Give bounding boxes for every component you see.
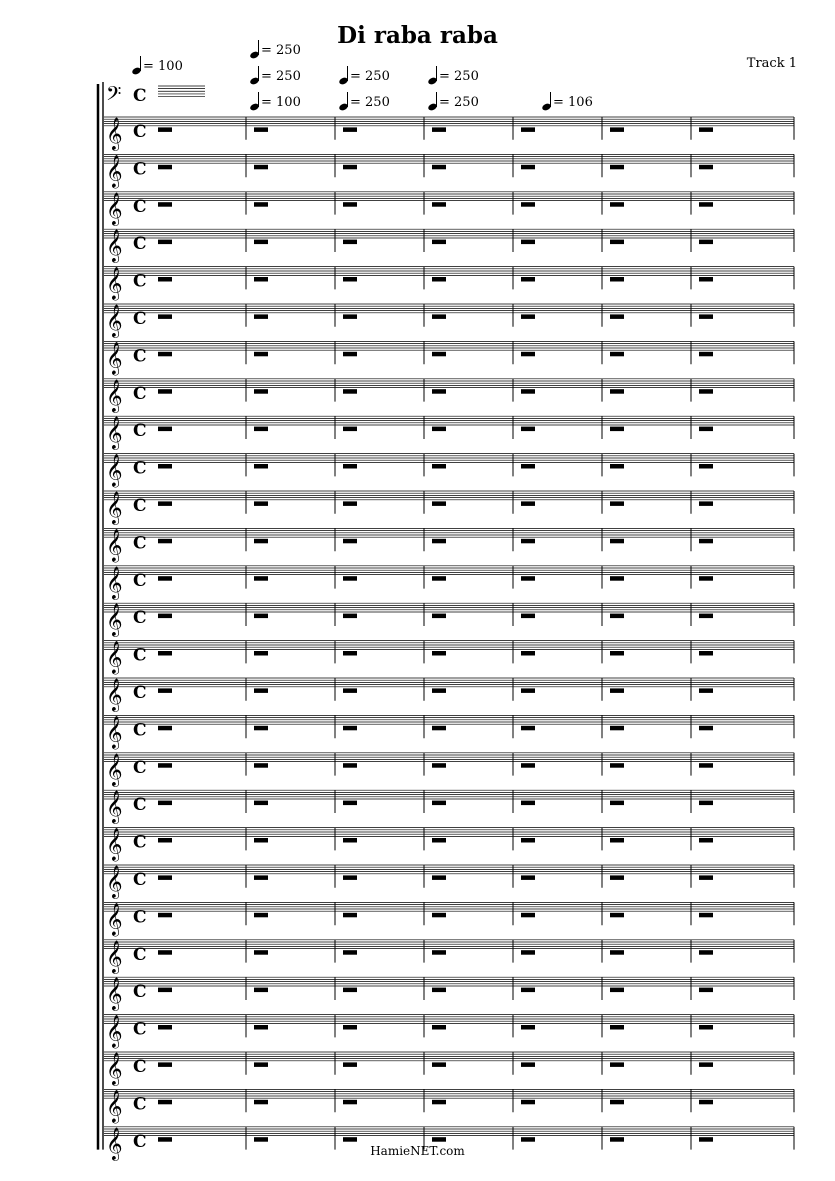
whole-rest-icon xyxy=(254,240,268,245)
whole-rest-icon xyxy=(432,576,446,581)
bass-clef-icon: 𝄢 xyxy=(106,82,122,110)
whole-rest-icon xyxy=(254,913,268,918)
whole-rest-icon xyxy=(432,614,446,619)
whole-rest-icon xyxy=(610,838,624,843)
whole-rest-icon xyxy=(254,202,268,207)
whole-rest-icon xyxy=(610,988,624,993)
whole-rest-icon xyxy=(432,651,446,656)
whole-rest-icon xyxy=(254,614,268,619)
whole-rest-icon xyxy=(521,1062,535,1067)
whole-rest-icon xyxy=(610,1137,624,1142)
whole-rest-icon xyxy=(610,614,624,619)
whole-rest-icon xyxy=(343,988,357,993)
time-signature: C xyxy=(133,234,147,255)
whole-rest-icon xyxy=(699,1062,713,1067)
whole-rest-icon xyxy=(610,1100,624,1105)
time-signature: C xyxy=(133,645,147,666)
whole-rest-icon xyxy=(699,427,713,432)
time-signature: C xyxy=(133,1094,147,1115)
whole-rest-icon xyxy=(699,913,713,918)
tempo-mark: = 106 xyxy=(542,92,593,110)
whole-rest-icon xyxy=(521,1025,535,1030)
treble-clef-icon: 𝄞 xyxy=(106,565,123,599)
whole-rest-icon xyxy=(432,1100,446,1105)
time-signature: C xyxy=(133,271,147,292)
whole-rest-icon xyxy=(610,277,624,282)
whole-rest-icon xyxy=(521,202,535,207)
whole-rest-icon xyxy=(254,165,268,170)
whole-rest-icon xyxy=(343,127,357,131)
whole-rest-icon xyxy=(521,277,535,282)
treble-clef-icon: 𝄞 xyxy=(106,865,123,898)
whole-rest-icon xyxy=(699,801,713,806)
whole-rest-icon xyxy=(158,988,172,993)
whole-rest-icon xyxy=(254,1025,268,1030)
whole-rest-icon xyxy=(254,389,268,394)
whole-rest-icon xyxy=(254,352,268,357)
treble-clef-icon: 𝄞 xyxy=(106,1089,123,1123)
whole-rest-icon xyxy=(158,427,172,432)
time-signature: C xyxy=(133,159,147,180)
whole-rest-icon xyxy=(343,763,357,768)
whole-rest-icon xyxy=(699,726,713,731)
whole-rest-icon xyxy=(343,202,357,207)
time-signature: C xyxy=(133,608,147,629)
whole-rest-icon xyxy=(610,165,624,170)
whole-rest-icon xyxy=(432,913,446,918)
tempo-mark: = 250 xyxy=(428,92,479,110)
whole-rest-icon xyxy=(699,127,713,131)
whole-rest-icon xyxy=(158,875,172,880)
whole-rest-icon xyxy=(254,1100,268,1105)
treble-clef-icon: 𝄞 xyxy=(106,416,123,450)
whole-rest-icon xyxy=(521,539,535,544)
whole-rest-icon xyxy=(432,314,446,319)
whole-rest-icon xyxy=(343,427,357,432)
whole-rest-icon xyxy=(343,464,357,469)
whole-rest-icon xyxy=(432,838,446,843)
whole-rest-icon xyxy=(610,726,624,731)
treble-clef-icon: 𝄞 xyxy=(106,790,123,824)
treble-clef-icon: 𝄞 xyxy=(106,154,123,188)
whole-rest-icon xyxy=(699,988,713,993)
whole-rest-icon xyxy=(521,352,535,357)
treble-clef-icon: 𝄞 xyxy=(106,491,123,524)
whole-rest-icon xyxy=(158,801,172,806)
whole-rest-icon xyxy=(432,1137,446,1142)
whole-rest-icon xyxy=(699,314,713,319)
whole-rest-icon xyxy=(699,539,713,544)
whole-rest-icon xyxy=(254,277,268,282)
whole-rest-icon xyxy=(343,1025,357,1030)
whole-rest-icon xyxy=(432,763,446,768)
time-signature: C xyxy=(133,1131,147,1152)
whole-rest-icon xyxy=(158,314,172,319)
whole-rest-icon xyxy=(343,165,357,170)
whole-rest-icon xyxy=(521,127,535,131)
time-signature: C xyxy=(133,982,147,1003)
treble-clef-icon: 𝄞 xyxy=(106,603,123,637)
time-signature: C xyxy=(133,832,147,853)
whole-rest-icon xyxy=(343,576,357,581)
whole-rest-icon xyxy=(699,389,713,394)
whole-rest-icon xyxy=(521,950,535,955)
time-signature: C xyxy=(133,458,147,479)
time-signature: C xyxy=(133,383,147,404)
whole-rest-icon xyxy=(343,838,357,843)
whole-rest-icon xyxy=(699,838,713,843)
whole-rest-icon xyxy=(158,838,172,843)
whole-rest-icon xyxy=(610,913,624,918)
whole-rest-icon xyxy=(343,875,357,880)
whole-rest-icon xyxy=(343,614,357,619)
treble-clef-icon: 𝄞 xyxy=(106,640,123,674)
whole-rest-icon xyxy=(343,688,357,693)
whole-rest-icon xyxy=(158,688,172,693)
whole-rest-icon xyxy=(254,838,268,843)
whole-rest-icon xyxy=(254,127,268,131)
whole-rest-icon xyxy=(158,202,172,207)
whole-rest-icon xyxy=(254,427,268,432)
whole-rest-icon xyxy=(699,614,713,619)
whole-rest-icon xyxy=(699,277,713,282)
whole-rest-icon xyxy=(254,314,268,319)
whole-rest-icon xyxy=(343,314,357,319)
time-signature: C xyxy=(133,533,147,554)
whole-rest-icon xyxy=(158,389,172,394)
time-signature: C xyxy=(133,196,147,217)
treble-clef-icon: 𝄞 xyxy=(106,1052,123,1085)
treble-clef-icon: 𝄞 xyxy=(106,678,123,711)
whole-rest-icon xyxy=(699,1025,713,1030)
whole-rest-icon xyxy=(432,726,446,731)
whole-rest-icon xyxy=(254,988,268,993)
whole-rest-icon xyxy=(610,801,624,806)
whole-rest-icon xyxy=(432,127,446,131)
whole-rest-icon xyxy=(254,651,268,656)
time-signature: C xyxy=(133,944,147,965)
whole-rest-icon xyxy=(699,202,713,207)
whole-rest-icon xyxy=(610,1025,624,1030)
time-signature: C xyxy=(133,870,147,890)
whole-rest-icon xyxy=(158,240,172,245)
whole-rest-icon xyxy=(158,726,172,731)
whole-rest-icon xyxy=(610,875,624,880)
whole-rest-icon xyxy=(432,277,446,282)
whole-rest-icon xyxy=(158,1025,172,1030)
whole-rest-icon xyxy=(432,427,446,432)
whole-rest-icon xyxy=(699,950,713,955)
whole-rest-icon xyxy=(432,539,446,544)
whole-rest-icon xyxy=(158,1100,172,1105)
treble-clef-icon: 𝄞 xyxy=(106,528,123,562)
whole-rest-icon xyxy=(521,688,535,693)
time-signature: C xyxy=(133,720,147,741)
time-signature: C xyxy=(133,795,147,816)
time-signature: C xyxy=(133,1057,147,1077)
whole-rest-icon xyxy=(699,352,713,357)
whole-rest-icon xyxy=(158,464,172,469)
whole-rest-icon xyxy=(521,464,535,469)
whole-rest-icon xyxy=(432,950,446,955)
whole-rest-icon xyxy=(610,539,624,544)
whole-rest-icon xyxy=(158,1062,172,1067)
whole-rest-icon xyxy=(610,240,624,245)
whole-rest-icon xyxy=(699,576,713,581)
treble-clef-icon: 𝄞 xyxy=(106,304,123,337)
whole-rest-icon xyxy=(610,464,624,469)
whole-rest-icon xyxy=(158,277,172,282)
whole-rest-icon xyxy=(343,277,357,282)
whole-rest-icon xyxy=(432,165,446,170)
treble-clef-icon: 𝄞 xyxy=(106,266,123,300)
whole-rest-icon xyxy=(158,165,172,170)
time-signature: C xyxy=(133,757,147,778)
whole-rest-icon xyxy=(254,801,268,806)
whole-rest-icon xyxy=(699,688,713,693)
whole-rest-icon xyxy=(521,1100,535,1105)
whole-rest-icon xyxy=(432,875,446,880)
treble-clef-icon: 𝄞 xyxy=(106,902,123,936)
whole-rest-icon xyxy=(432,389,446,394)
whole-rest-icon xyxy=(254,763,268,768)
whole-rest-icon xyxy=(610,950,624,955)
whole-rest-icon xyxy=(521,875,535,880)
whole-rest-icon xyxy=(610,501,624,506)
whole-rest-icon xyxy=(610,389,624,394)
whole-rest-icon xyxy=(521,614,535,619)
tempo-mark: = 250 xyxy=(250,40,301,58)
whole-rest-icon xyxy=(158,501,172,506)
treble-clef-icon: 𝄞 xyxy=(106,1014,123,1048)
whole-rest-icon xyxy=(432,688,446,693)
time-signature: C xyxy=(133,122,147,142)
whole-rest-icon xyxy=(158,1137,172,1142)
score-title: Di raba raba xyxy=(337,22,498,49)
whole-rest-icon xyxy=(521,726,535,731)
whole-rest-icon xyxy=(343,352,357,357)
whole-rest-icon xyxy=(343,1137,357,1142)
whole-rest-icon xyxy=(699,464,713,469)
whole-rest-icon xyxy=(699,651,713,656)
tempo-mark: = 250 xyxy=(339,66,390,84)
whole-rest-icon xyxy=(521,913,535,918)
whole-rest-icon xyxy=(343,801,357,806)
treble-clef-icon: 𝄞 xyxy=(106,752,123,786)
whole-rest-icon xyxy=(521,801,535,806)
treble-clef-icon: 𝄞 xyxy=(106,191,123,225)
whole-rest-icon xyxy=(343,726,357,731)
whole-rest-icon xyxy=(699,165,713,170)
whole-rest-icon xyxy=(432,501,446,506)
whole-rest-icon xyxy=(432,1025,446,1030)
whole-rest-icon xyxy=(432,464,446,469)
whole-rest-icon xyxy=(254,950,268,955)
treble-clef-icon: 𝄞 xyxy=(106,453,123,487)
whole-rest-icon xyxy=(521,314,535,319)
composer-label: Track 1 xyxy=(746,56,797,71)
time-signature: C xyxy=(133,421,147,442)
whole-rest-icon xyxy=(158,763,172,768)
whole-rest-icon xyxy=(610,427,624,432)
time-signature: C xyxy=(133,683,147,703)
whole-rest-icon xyxy=(521,165,535,170)
whole-rest-icon xyxy=(158,576,172,581)
whole-rest-icon xyxy=(343,1062,357,1067)
whole-rest-icon xyxy=(610,1062,624,1067)
whole-rest-icon xyxy=(254,688,268,693)
time-signature: C xyxy=(133,346,147,367)
whole-rest-icon xyxy=(432,352,446,357)
whole-rest-icon xyxy=(610,352,624,357)
whole-rest-icon xyxy=(343,1100,357,1105)
tempo-mark: = 100 xyxy=(132,56,183,74)
whole-rest-icon xyxy=(610,314,624,319)
footer-credit: HamieNET.com xyxy=(370,1144,465,1158)
whole-rest-icon xyxy=(158,950,172,955)
whole-rest-icon xyxy=(158,913,172,918)
whole-rest-icon xyxy=(521,1137,535,1142)
whole-rest-icon xyxy=(521,576,535,581)
time-signature: C xyxy=(133,496,147,516)
treble-clef-icon: 𝄞 xyxy=(106,827,123,861)
whole-rest-icon xyxy=(521,240,535,245)
whole-rest-icon xyxy=(432,988,446,993)
whole-rest-icon xyxy=(610,576,624,581)
time-signature: C xyxy=(133,309,147,329)
whole-rest-icon xyxy=(432,801,446,806)
whole-rest-icon xyxy=(254,1137,268,1142)
whole-rest-icon xyxy=(254,501,268,506)
time-signature: C xyxy=(133,1019,147,1040)
treble-clef-icon: 𝄞 xyxy=(106,229,123,263)
whole-rest-icon xyxy=(521,988,535,993)
tempo-mark: = 250 xyxy=(250,66,301,84)
tempo-mark: = 100 xyxy=(250,92,301,110)
whole-rest-icon xyxy=(254,875,268,880)
whole-rest-icon xyxy=(432,1062,446,1067)
tempo-mark: = 250 xyxy=(428,66,479,84)
whole-rest-icon xyxy=(699,1100,713,1105)
whole-rest-icon xyxy=(610,688,624,693)
whole-rest-icon xyxy=(610,763,624,768)
whole-rest-icon xyxy=(343,501,357,506)
whole-rest-icon xyxy=(343,240,357,245)
whole-rest-icon xyxy=(343,950,357,955)
whole-rest-icon xyxy=(254,726,268,731)
whole-rest-icon xyxy=(158,539,172,544)
treble-clef-icon: 𝄞 xyxy=(106,977,123,1011)
treble-clef-icon: 𝄞 xyxy=(106,117,123,150)
whole-rest-icon xyxy=(521,651,535,656)
tempo-mark: = 250 xyxy=(339,92,390,110)
whole-rest-icon xyxy=(254,464,268,469)
whole-rest-icon xyxy=(158,127,172,131)
whole-rest-icon xyxy=(699,1137,713,1142)
whole-rest-icon xyxy=(432,240,446,245)
treble-clef-icon: 𝄞 xyxy=(106,341,123,375)
whole-rest-icon xyxy=(158,651,172,656)
whole-rest-icon xyxy=(343,389,357,394)
whole-rest-icon xyxy=(610,651,624,656)
time-signature: C xyxy=(133,86,147,106)
whole-rest-icon xyxy=(254,539,268,544)
whole-rest-icon xyxy=(158,352,172,357)
treble-clef-icon: 𝄞 xyxy=(106,715,123,749)
whole-rest-icon xyxy=(699,763,713,768)
whole-rest-icon xyxy=(343,651,357,656)
whole-rest-icon xyxy=(254,1062,268,1067)
whole-rest-icon xyxy=(521,427,535,432)
time-signature: C xyxy=(133,907,147,928)
whole-rest-icon xyxy=(158,614,172,619)
treble-clef-icon: 𝄞 xyxy=(106,378,123,412)
whole-rest-icon xyxy=(521,763,535,768)
whole-rest-icon xyxy=(521,838,535,843)
time-signature: C xyxy=(133,570,147,591)
whole-rest-icon xyxy=(521,389,535,394)
whole-rest-icon xyxy=(699,501,713,506)
whole-rest-icon xyxy=(343,539,357,544)
whole-rest-icon xyxy=(699,875,713,880)
whole-rest-icon xyxy=(521,501,535,506)
treble-clef-icon: 𝄞 xyxy=(106,939,123,973)
whole-rest-icon xyxy=(343,913,357,918)
whole-rest-icon xyxy=(699,240,713,245)
treble-clef-icon: 𝄞 xyxy=(106,1126,123,1160)
whole-rest-icon xyxy=(610,202,624,207)
whole-rest-icon xyxy=(432,202,446,207)
whole-rest-icon xyxy=(254,576,268,581)
whole-rest-icon xyxy=(610,127,624,131)
